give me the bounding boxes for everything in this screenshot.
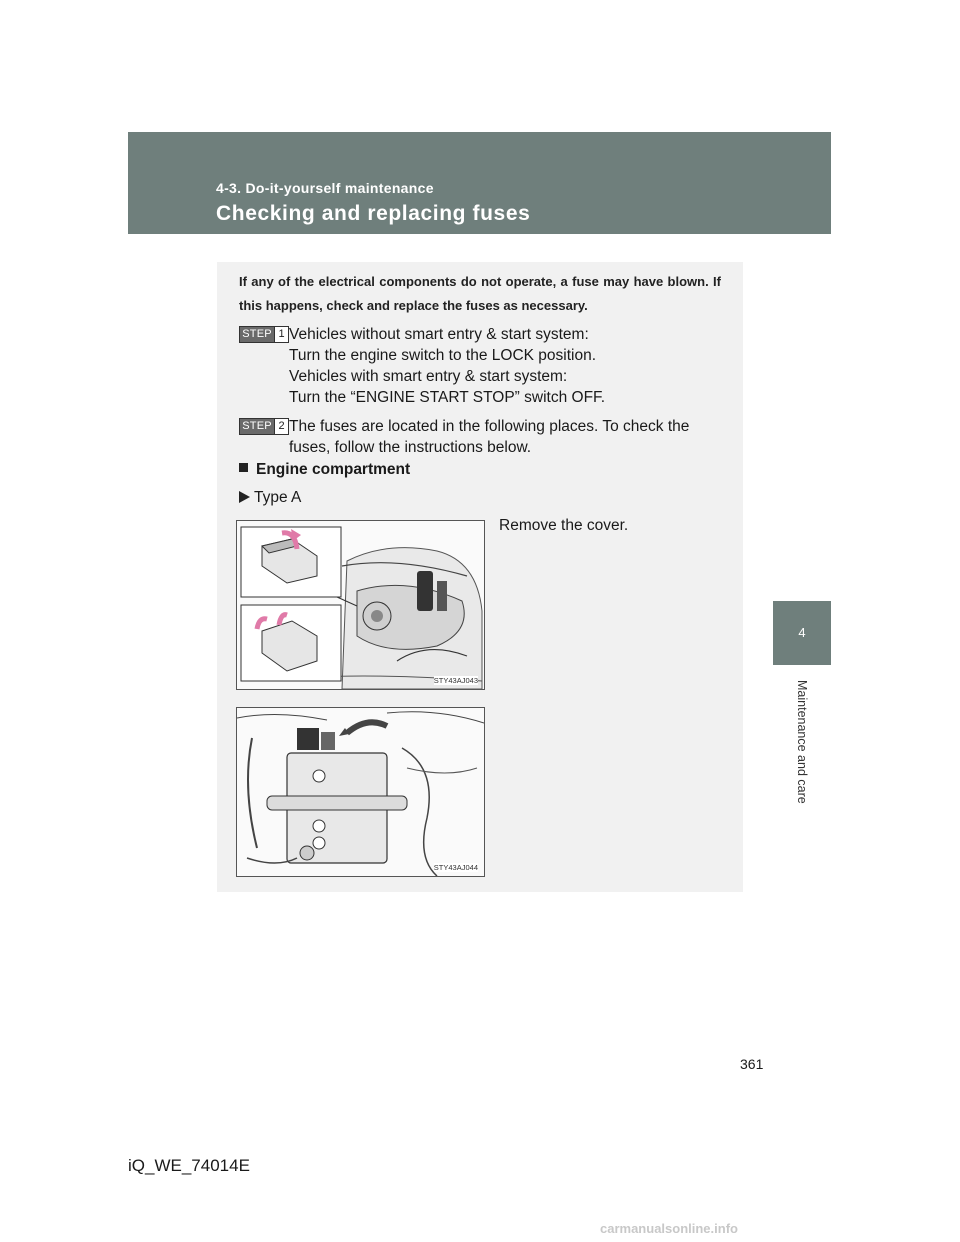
- step-badge-number: 1: [274, 327, 288, 342]
- step-line: Vehicles with smart entry & start system:: [289, 368, 568, 385]
- page-number: 361: [740, 1056, 764, 1072]
- step-2-text: [289, 416, 741, 458]
- step-line: Vehicles without smart entry & start system:: [289, 326, 589, 343]
- fuse-box-illustration: [237, 708, 484, 876]
- bullet-heading-text: Engine compartment: [256, 461, 411, 478]
- step-line: fuses, follow the instructions below.: [289, 439, 532, 456]
- figure-code: STY43AJ044: [433, 863, 478, 872]
- chapter-label-text: Maintenance and care: [795, 680, 809, 804]
- step-1-text: [289, 324, 741, 408]
- document-code: iQ_WE_74014E: [128, 1156, 250, 1175]
- figure-remove-cover: [236, 520, 485, 690]
- step-line: Turn the “ENGINE START STOP” switch OFF.: [289, 389, 606, 406]
- instruction-text: Remove the cover.: [499, 517, 629, 534]
- engine-cover-illustration: [237, 521, 484, 689]
- chapter-tab: 4: [773, 601, 831, 665]
- intro-text: If any of the electrical components do not operate, a fuse may have blown. If this happens, check and replace the fuses as necessary.: [239, 274, 721, 313]
- step-line: The fuses are located in the following places. To check the: [289, 418, 690, 435]
- step-line: Turn the engine switch to the LOCK position.: [289, 347, 597, 364]
- type-label: [239, 489, 301, 507]
- step-badge-word: STEP: [240, 327, 274, 342]
- content-box: [217, 262, 743, 892]
- step-badge: [239, 326, 289, 343]
- page-header: [128, 132, 831, 234]
- watermark: carmanualsonline.info: [600, 1221, 738, 1236]
- step-badge-word: STEP: [240, 419, 274, 434]
- square-bullet-icon: [239, 463, 248, 472]
- triangle-pointer-icon: [239, 491, 250, 503]
- type-label-text: Type A: [254, 489, 302, 506]
- bullet-heading: [239, 461, 410, 479]
- step-badge: [239, 418, 289, 435]
- figure-code: STY43AJ043: [433, 676, 478, 685]
- figure-fuse-box: [236, 707, 485, 877]
- chapter-label: [782, 680, 822, 820]
- page-title: Checking and replacing fuses: [216, 202, 531, 225]
- step-badge-number: 2: [274, 419, 288, 434]
- section-title: 4-3. Do-it-yourself maintenance: [216, 180, 434, 196]
